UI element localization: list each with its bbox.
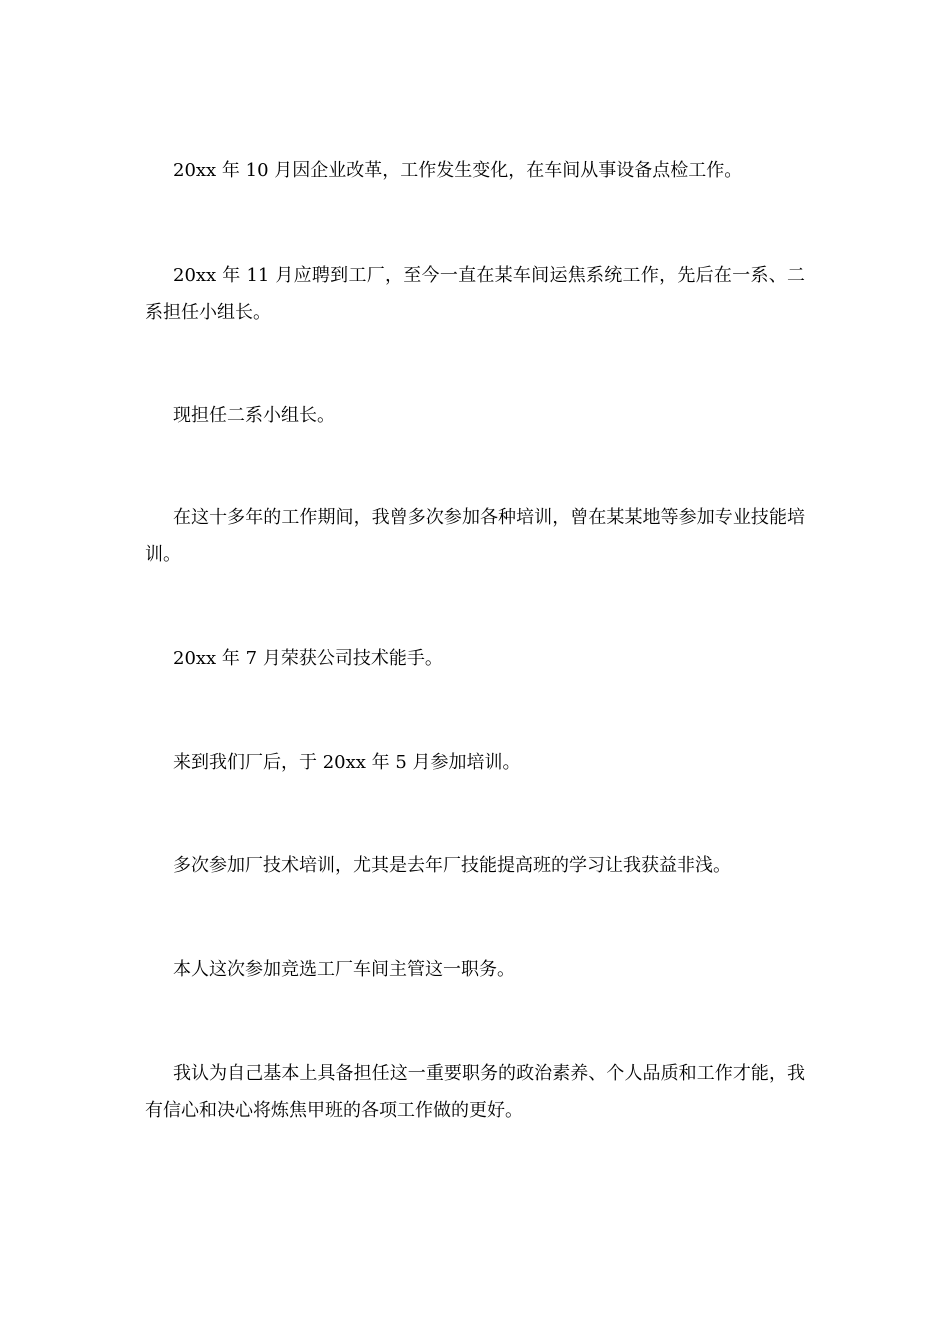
paragraph-5: 20xx 年 7 月荣获公司技术能手。: [173, 648, 443, 669]
paragraph-1: 20xx 年 10 月因企业改革，工作发生变化，在车间从事设备点检工作。: [173, 160, 743, 181]
paragraph-3: 现担任二系小组长。: [173, 405, 335, 426]
paragraph-2: 20xx 年 11 月应聘到工厂，至今一直在某车间运焦系统工作，先后在一系、二系担任小组长。: [145, 265, 805, 323]
paragraph-7: 多次参加厂技术培训，尤其是去年厂技能提高班的学习让我获益非浅。: [173, 855, 731, 876]
paragraph-9: 我认为自己基本上具备担任这一重要职务的政治素养、个人品质和工作才能，我有信心和决心将炼焦甲班的各项工作做的更好。: [145, 1063, 805, 1121]
paragraph-4: 在这十多年的工作期间，我曾多次参加各种培训，曾在某某地等参加专业技能培训。: [145, 507, 805, 565]
paragraph-8: 本人这次参加竞选工厂车间主管这一职务。: [173, 959, 515, 980]
paragraph-6: 来到我们厂后，于 20xx 年 5 月参加培训。: [173, 752, 521, 773]
